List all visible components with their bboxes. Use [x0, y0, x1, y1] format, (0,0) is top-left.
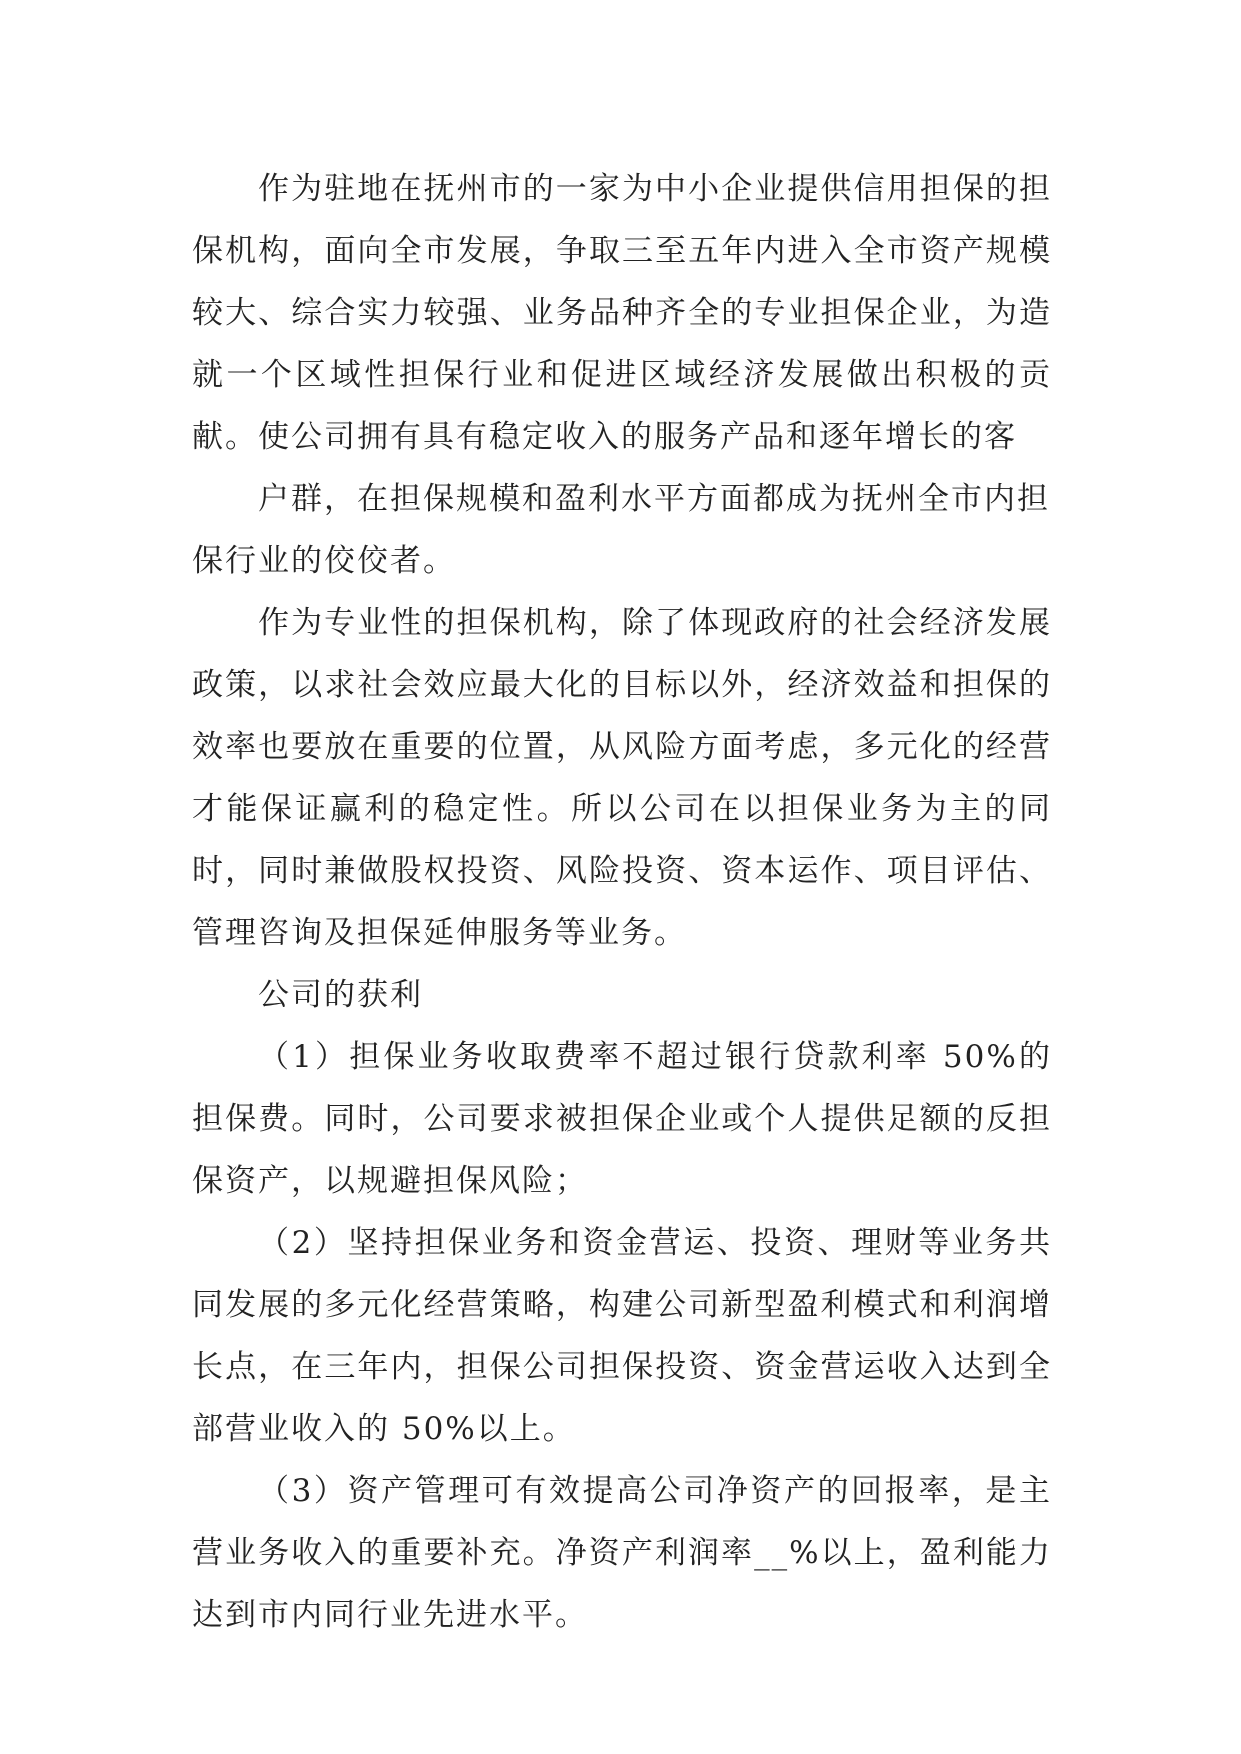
list-item-3: （3）资产管理可有效提高公司净资产的回报率，是主营业务收入的重要补充。净资产利润率__%以上，盈利能力达到市内同行业先进水平。	[192, 1473, 1052, 1633]
section-heading-profit: 公司的获利	[258, 977, 423, 1013]
list-item-1: （1）担保业务收取费率不超过银行贷款利率 50%的担保费。同时，公司要求被担保企业或个人提供足额的反担保资产，以规避担保风险；	[192, 1039, 1052, 1199]
paragraph-diversification: 作为专业性的担保机构，除了体现政府的社会经济发展政策，以求社会效应最大化的目标以外，经济效益和担保的效率也要放在重要的位置，从风险方面考虑，多元化的经营才能保证赢利的稳定性。所以公司在以担保业务为主的同时，同时兼做股权投资、风险投资、资本运作、项目评估、管理咨询及担保延伸服务等业务。	[192, 605, 1052, 951]
paragraph-positioning: 作为驻地在抚州市的一家为中小企业提供信用担保的担保机构，面向全市发展，争取三至五年内进入全市资产规模较大、综合实力较强、业务品种齐全的专业担保企业，为造就一个区域性担保行业和促进区域经济发展做出积极的贡献。使公司拥有具有稳定收入的服务产品和逐年增长的客	[192, 171, 1052, 455]
paragraph-positioning-end: 保行业的佼佼者。	[192, 543, 456, 579]
document-body	[192, 158, 1052, 1646]
list-item-2: （2）坚持担保业务和资金营运、投资、理财等业务共同发展的多元化经营策略，构建公司新型盈利模式和利润增长点，在三年内，担保公司担保投资、资金营运收入达到全部营业收入的 50%以上。	[192, 1225, 1052, 1447]
paragraph-positioning-continued: 户群，在担保规模和盈利水平方面都成为抚州全市内担	[258, 481, 1050, 517]
